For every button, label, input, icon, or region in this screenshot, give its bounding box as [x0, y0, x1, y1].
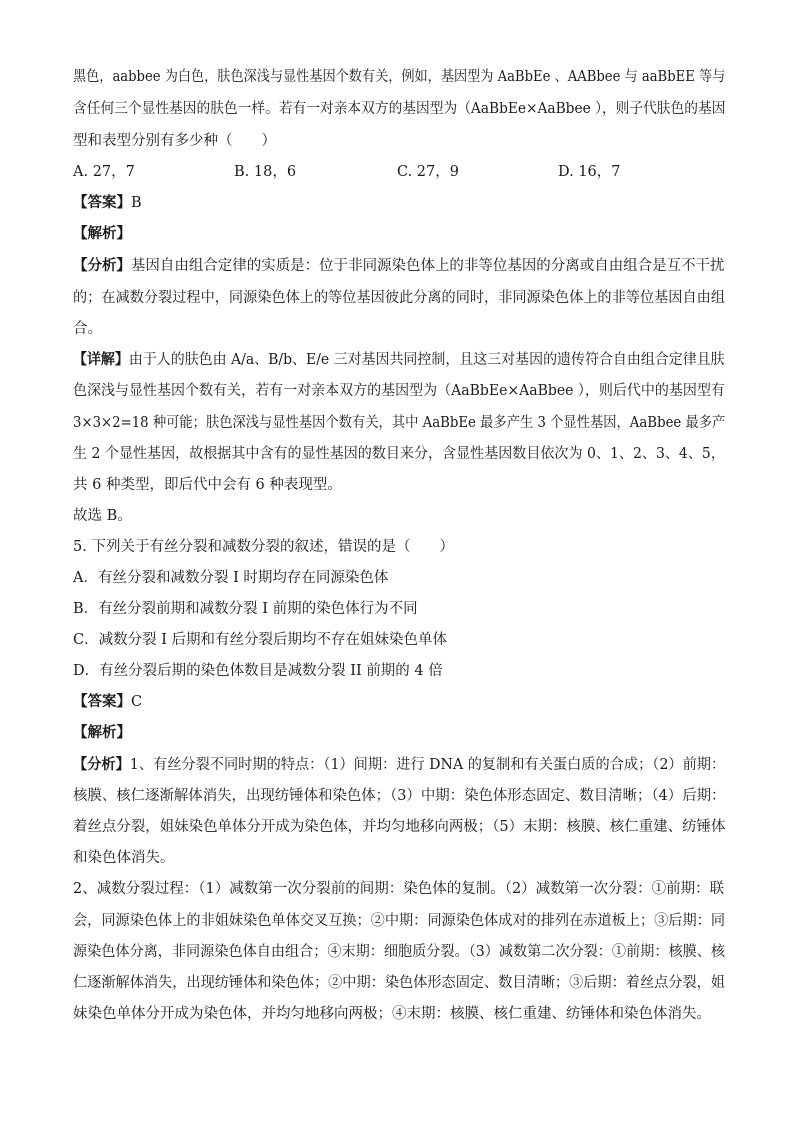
q5-option-c: C．减数分裂 I 后期和有丝分裂后期均不存在姐妹染色单体: [73, 632, 448, 648]
q4-xiangjie-line: [73, 350, 725, 370]
q5-fenxi-line: [73, 755, 725, 775]
q4-fenxi-line: [73, 256, 725, 276]
q4-stem-line: 黑色，aabbee 为白色，肤色深浅与显性基因个数有关，例如，基因型为 AaBbEe 、AABbee 与 aaBbEE 等与: [73, 69, 726, 85]
xiangjie-tag: 【详解】: [73, 351, 129, 368]
q5-fenxi-line: 会，同源染色体上的非姐妹染色单体交叉互换；②中期：同源染色体成对的排列在赤道板上；③后期：同: [73, 913, 725, 929]
q5-fenxi-line: 核膜、核仁逐渐解体消失，出现纺锤体和染色体；（3）中期：染色体形态固定、数目清晰；（4）后期：: [73, 788, 726, 804]
answer-value: B: [131, 195, 142, 211]
q5-fenxi-line: 妹染色单体分开成为染色体，并均匀地移向两极；④末期：核膜、核仁重建、纺锤体和染色体消失。: [73, 1006, 711, 1022]
q4-option-b: B. 18，6: [234, 164, 297, 180]
q5-fenxi-line: 和染色体消失。: [73, 850, 175, 866]
q5-analysis-heading: 【解析】: [73, 724, 131, 741]
fenxi-text: 1、有丝分裂不同时期的特点：（1）间期：进行 DNA 的复制和有关蛋白质的合成；（2）前期：: [129, 757, 726, 773]
q4-option-d: D. 16，7: [558, 164, 621, 180]
q5-fenxi-line: 2、减数分裂过程：（1）减数第一次分裂前的间期：染色体的复制。（2）减数第一次分裂：①前期：联: [73, 881, 725, 897]
q5-option-d: D．有丝分裂后期的染色体数目是减数分裂 II 前期的 4 倍: [73, 663, 443, 679]
q4-fenxi-line: 的；在减数分裂过程中，同源染色体上的等位基因彼此分离的同时，非同源染色体上的非等位基因自由组: [73, 290, 725, 306]
answer-tag: 【答案】: [73, 693, 131, 710]
q4-xiangjie-line: 生 2 个显性基因，故根据其中含有的显性基因的数目来分，含显性基因数目依次为 0、1、2、3、4、5，: [73, 446, 725, 462]
q5-answer: [73, 692, 142, 712]
q4-stem-line: 含任何三个显性基因的肤色一样。若有一对亲本双方的基因型为（AaBbEe×AaBbee ），则子代肤色的基因: [73, 101, 726, 117]
q4-xiangjie-line: 色深浅与显性基因个数有关，若有一对亲本双方的基因型为（AaBbEe×AaBbee ），则后代中的基因型有: [73, 383, 725, 399]
q5-fenxi-line: 仁逐渐解体消失，出现纺锤体和染色体；②中期：染色体形态固定、数目清晰；③后期：着丝点分裂，姐: [73, 975, 725, 991]
q4-fenxi-line: 合。: [73, 321, 102, 337]
q4-answer: [73, 193, 142, 213]
fenxi-tag: 【分析】: [73, 756, 130, 773]
q4-xiangjie-line: 共 6 种类型，即后代中会有 6 种表现型。: [73, 477, 342, 493]
q4-stem-line: 型和表型分别有多少种（ ）: [73, 133, 276, 149]
q4-option-a: A. 27，7: [73, 164, 135, 180]
fenxi-text: 基因自由组合定律的实质是：位于非同源染色体上的非等位基因的分离或自由组合是互不干扰: [130, 258, 725, 274]
fenxi-tag: 【分析】: [73, 257, 131, 274]
q4-analysis-heading: 【解析】: [73, 225, 131, 242]
q5-stem: 5. 下列关于有丝分裂和减数分裂的叙述，错误的是（ ）: [73, 539, 454, 555]
q4-option-c: C. 27，9: [397, 164, 459, 180]
answer-value: C: [131, 694, 143, 710]
answer-tag: 【答案】: [73, 194, 131, 211]
q5-option-a: A．有丝分裂和减数分裂 I 时期均存在同源染色体: [73, 570, 389, 586]
q5-fenxi-line: 着丝点分裂，姐妹染色单体分开成为染色体，并均匀地移向两极；（5）末期：核膜、核仁重建、纺锤体: [73, 819, 726, 835]
q4-xiangjie-line: 3×3×2=18 种可能；肤色深浅与显性基因个数有关，其中 AaBbEe 最多产生 3 个显性基因，AaBbee 最多产: [73, 415, 726, 431]
q5-option-b: B．有丝分裂前期和减数分裂 I 前期的染色体行为不同: [73, 601, 418, 617]
xiangjie-text: 由于人的肤色由 A/a、B/b、E/e 三对基因共同控制，且这三对基因的遗传符合自由组合定律且肤: [128, 352, 725, 368]
q4-conclusion: 故选 B。: [73, 508, 132, 524]
q5-fenxi-line: 源染色体分离，非同源染色体自由组合；④末期：细胞质分裂。（3）减数第二次分裂：①前期：核膜、核: [73, 944, 725, 960]
